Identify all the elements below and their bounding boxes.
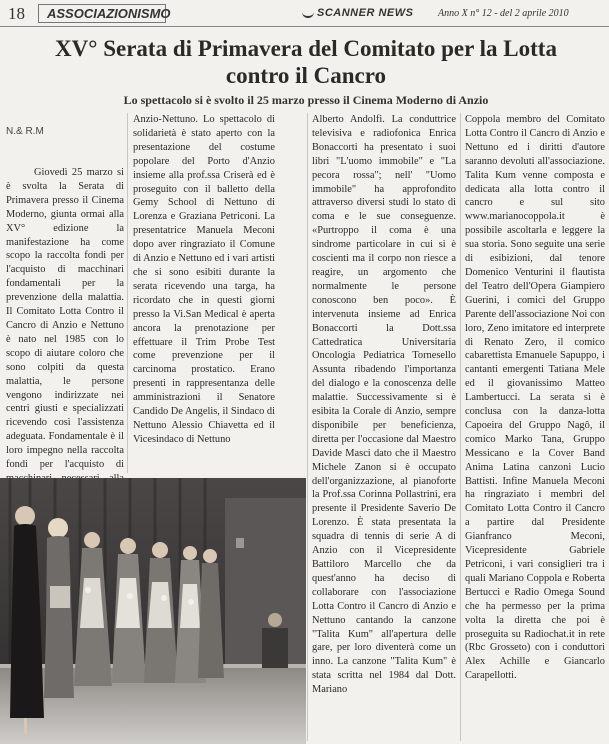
publication-logo <box>302 7 413 19</box>
stage-photo-illustration <box>0 478 306 744</box>
article-subhead: Lo spettacolo si è svolto il 25 marzo presso il Cinema Moderno di Anzio <box>123 93 489 107</box>
issue-info: Anno X n° 12 - del 2 aprile 2010 <box>438 8 569 19</box>
logo-swoosh-icon <box>302 9 314 18</box>
column-divider <box>307 113 308 741</box>
column-2-text: Anzio-Nettuno. Lo spettacolo di solidarietà è stato aperto con la presentazione del costume popolare del Porto d'Anzio insieme alla prof.ssa Criserà ed è proseguito con il balletto della Gemy School di Nettuno di Lorenza e Graziana Petriconi. La presentatrice Manuela Meconi dopo aver ringraziato il Comune di Anzio e Nettuno ed i vari artisti che si sono esibiti durante la serata ricevendo una targa, ha ricordato che in questi giorni presso la Vi.San Medical è aperta ancora la prenotazione per effettuare il Trim Probe Test come prevenzione per il carcinoma prostatico. Erano presenti in rappresentanza delle amministrazioni il Senatore Candido De Angelis, il Sindaco di Nettuno Alessio Chiavetta ed il Vicesindaco di Nettuno <box>133 114 275 445</box>
article-column-1 <box>6 166 124 514</box>
article-column-3 <box>312 113 456 697</box>
article-column-4 <box>465 113 605 683</box>
header-rule <box>0 26 609 27</box>
column-4-text: Coppola membro del Comitato Lotta Contro il Cancro di Anzio e Nettuno ed i diritti d'autore saranno devoluti all'associazione. Talita Kum venne composta e dedicata alla lotta contro il cancro e sul sito www.marianocoppola.it è possibile ascoltarla e leggere la sua storia. Sono seguite una serie di esibizioni, dal tenore Domenico Venturini il flautista del Teatro dell'Opera Giampiero Guerini, i comici del Gruppo Parente dell'associazione Noi con loro, Zeno imitatore ed interprete di Renato Zero, il comico cabarettista Emanuele Sapuppo, i cantanti emergenti Tatiana Mele ed il giovanissimo Matteo Lambertucci. La serata si è conclusa con la danza-lotta Capoeira del Gruppo Nagô, il comico Marko Tana, Gruppo Messicano e la Cover Band Anima Latina canzoni Lucio Battisti. Infine Manuela Meconi ha ringraziato i membri del Comitato Lotta Contro il Cancro a partire dal Presidente Gianfranco Meconi, Vicepresidente Gabriele Petriconi, i vari consiglieri tra i quali Mariano Coppola e Roberta Bertucci e Radio Omega Sound che ha permesso per la prima volta la diretta che poi è proseguita su Radiochat.it in rete (Rbc Grosseto) con i conduttori Alex Achille e Giancarlo Carapellotti. <box>465 114 605 682</box>
column-divider <box>127 113 128 473</box>
article-headline: XV° Serata di Primavera del Comitato per la Lotta contro il Cancro <box>55 36 557 88</box>
publication-name: SCANNER NEWS <box>317 7 414 19</box>
section-label: ASSOCIAZIONISMO <box>38 4 166 23</box>
column-3-text: Alberto Andolfi. La conduttrice televisiva e radiofonica Enrica Bonaccorti ha presentato i suoi libri "L'uomo immobile" e "La pecora rossa"; nell' "Uomo immobile" ha approfondito attraverso diversi studi lo stato di coma e le sue conseguenze. «Purtroppo il coma è una sindrome particolare in cui si è coscienti ma il corpo non riesce a reagire, un argomento che normalmente le persone conoscono ben poco». È intervenuta insieme ad Enrica Bonaccorti la Dott.ssa Cattedratica Universitaria Oncologia Pediatrica Tornesello Assunta ribadendo l'importanza del dialogo e la conoscenza delle malattie. Successivamente si è esibita la Corale di Anzio, sempre disponibile per beneficienza, diretta per l'occasione dal Maestro Davide Masci dato che il Maestro Michele Zanon si è occupato dell'organizzazione, al pianoforte la Prof.ssa Corinna Pollastrini, era presente il Presidente Saverio De Lorenzo. È stata presentata la squadra di tennis di serie A di Anzio con il Vicepresidente Battiloro Marcello che da quest'anno ha deciso di collaborare con l'associazione Lotta Contro il Cancro di Anzio e Nettuno cantando la canzone "Talita Kum" all'apertura delle gare, per loro diventerà come un inno. La canzone "Talita Kum" è stata scritta nel 1984 dal Dott. Mariano <box>312 114 456 696</box>
event-photo <box>0 478 306 744</box>
byline: N.& R.M <box>6 126 44 137</box>
column-divider <box>460 113 461 741</box>
page-number: 18 <box>8 4 25 23</box>
article-column-2 <box>133 113 275 447</box>
column-1-text: Giovedì 25 marzo si è svolta la Serata di Primavera presso il Cinema Moderno, giunta ormai alla XV° edizione la manifestazione ha come scopo la raccolta fondi per l'acquisto di macchinari fondamentali per la prevenzione della malattia. Il Comitato Lotta Contro il Cancro di Anzio e Nettuno è nato nel 1985 con lo scopo di aiutare coloro che sono colpiti da questa malattia, le persone vengono indirizzate nei centri giusti e specializzati ricevendo così l'assistenza adeguata. Fondamentale è il loro impegno nella raccolta fondi per l'acquisto di <box>6 167 124 471</box>
